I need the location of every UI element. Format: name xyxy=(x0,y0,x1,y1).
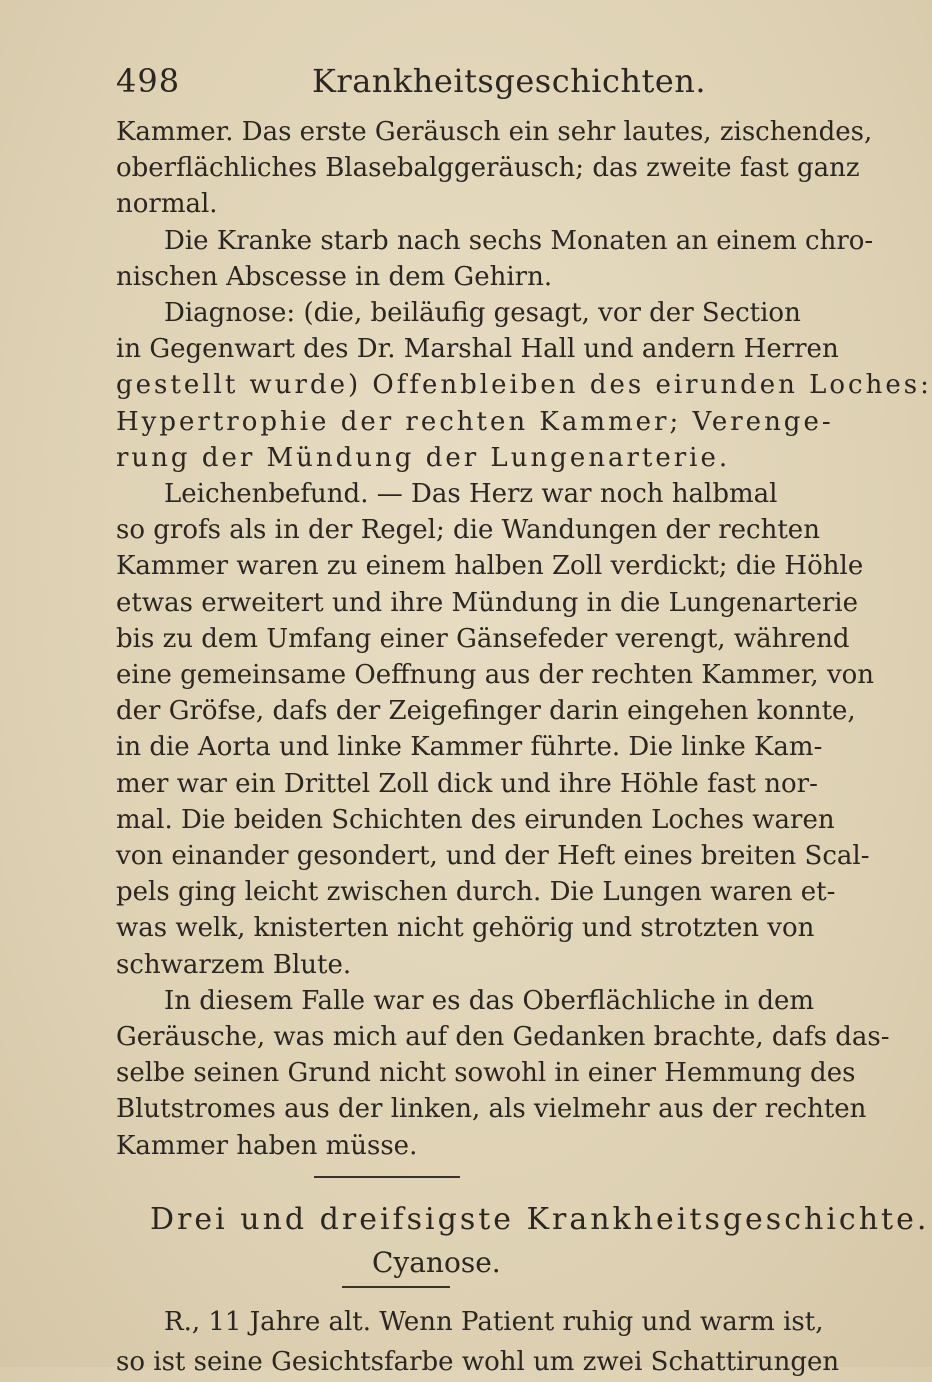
text-line: mal. Die beiden Schichten des eirunden Loches waren xyxy=(116,804,835,835)
text-line: der Gröfse, dafs der Zeigefinger darin eingehen konnte, xyxy=(116,696,856,727)
text-line: schwarzem Blute. xyxy=(116,949,352,980)
text-line: etwas erweitert und ihre Mündung in die Lungenarterie xyxy=(116,587,859,618)
text-line: in Gegenwart des Dr. Marshal Hall und andern Herren xyxy=(116,334,839,365)
text-line: so ist seine Gesichtsfarbe wohl um zwei Schattirungen xyxy=(116,1347,840,1377)
text-line: Kammer haben müsse. xyxy=(116,1130,418,1161)
section-rule xyxy=(342,1286,450,1288)
text-line: pels ging leicht zwischen durch. Die Lungen waren et- xyxy=(116,877,836,908)
running-head: Krankheitsgeschichten. xyxy=(312,62,707,100)
text-line: Die Kranke starb nach sechs Monaten an einem chro- xyxy=(164,225,874,256)
text-line: nischen Abscesse in dem Gehirn. xyxy=(116,261,553,292)
text-line: Leichenbefund. — Das Herz war noch halbmal xyxy=(164,479,778,509)
text-line: was welk, knisterten nicht gehörig und strotzten von xyxy=(116,913,815,944)
text-line: Hypertrophie der rechten Kammer; Verenge- xyxy=(116,406,834,437)
section-rule xyxy=(314,1176,460,1178)
text-line: rung der Mündung der Lungenarterie. xyxy=(116,442,731,473)
text-line: so grofs als in der Regel; die Wandungen der rechten xyxy=(116,515,820,546)
text-line: oberflächliches Blasebalggeräusch; das zweite fast ganz xyxy=(116,153,860,184)
text-line: Kammer waren zu einem halben Zoll verdickt; die Höhle xyxy=(116,551,864,582)
text-line: Blutstromes aus der linken, als vielmehr aus der rechten xyxy=(116,1094,867,1125)
section-subheading: Cyanose. xyxy=(372,1246,501,1279)
text-line: Geräusche, was mich auf den Gedanken brachte, dafs das- xyxy=(116,1022,890,1052)
text-line: In diesem Falle war es das Oberflächliche in dem xyxy=(164,985,815,1016)
text-line: selbe seinen Grund nicht sowohl in einer Hemmung des xyxy=(116,1058,856,1089)
text-line: gestellt wurde) Offenbleiben des eirunden Loches: xyxy=(116,370,932,401)
text-line: in die Aorta und linke Kammer führte. Die linke Kam- xyxy=(116,732,823,763)
text-line: normal. xyxy=(116,189,218,220)
text-line: mer war ein Drittel Zoll dick und ihre Höhle fast nor- xyxy=(116,768,818,799)
page-number: 498 xyxy=(116,62,181,100)
text-line: Kammer. Das erste Geräusch ein sehr lautes, zischendes, xyxy=(116,117,873,147)
text-line: Diagnose: (die, beiläufig gesagt, vor der Section xyxy=(164,298,801,328)
text-line: R., 11 Jahre alt. Wenn Patient ruhig und warm ist, xyxy=(164,1307,824,1337)
text-line: von einander gesondert, und der Heft eines breiten Scal- xyxy=(116,841,870,871)
section-heading: Drei und dreifsigste Krankheitsgeschichte. xyxy=(150,1202,930,1237)
page-header xyxy=(116,62,756,106)
text-line: bis zu dem Umfang einer Gänsefeder verengt, während xyxy=(116,623,850,654)
text-line: eine gemeinsame Oeffnung aus der rechten Kammer, von xyxy=(116,660,875,690)
